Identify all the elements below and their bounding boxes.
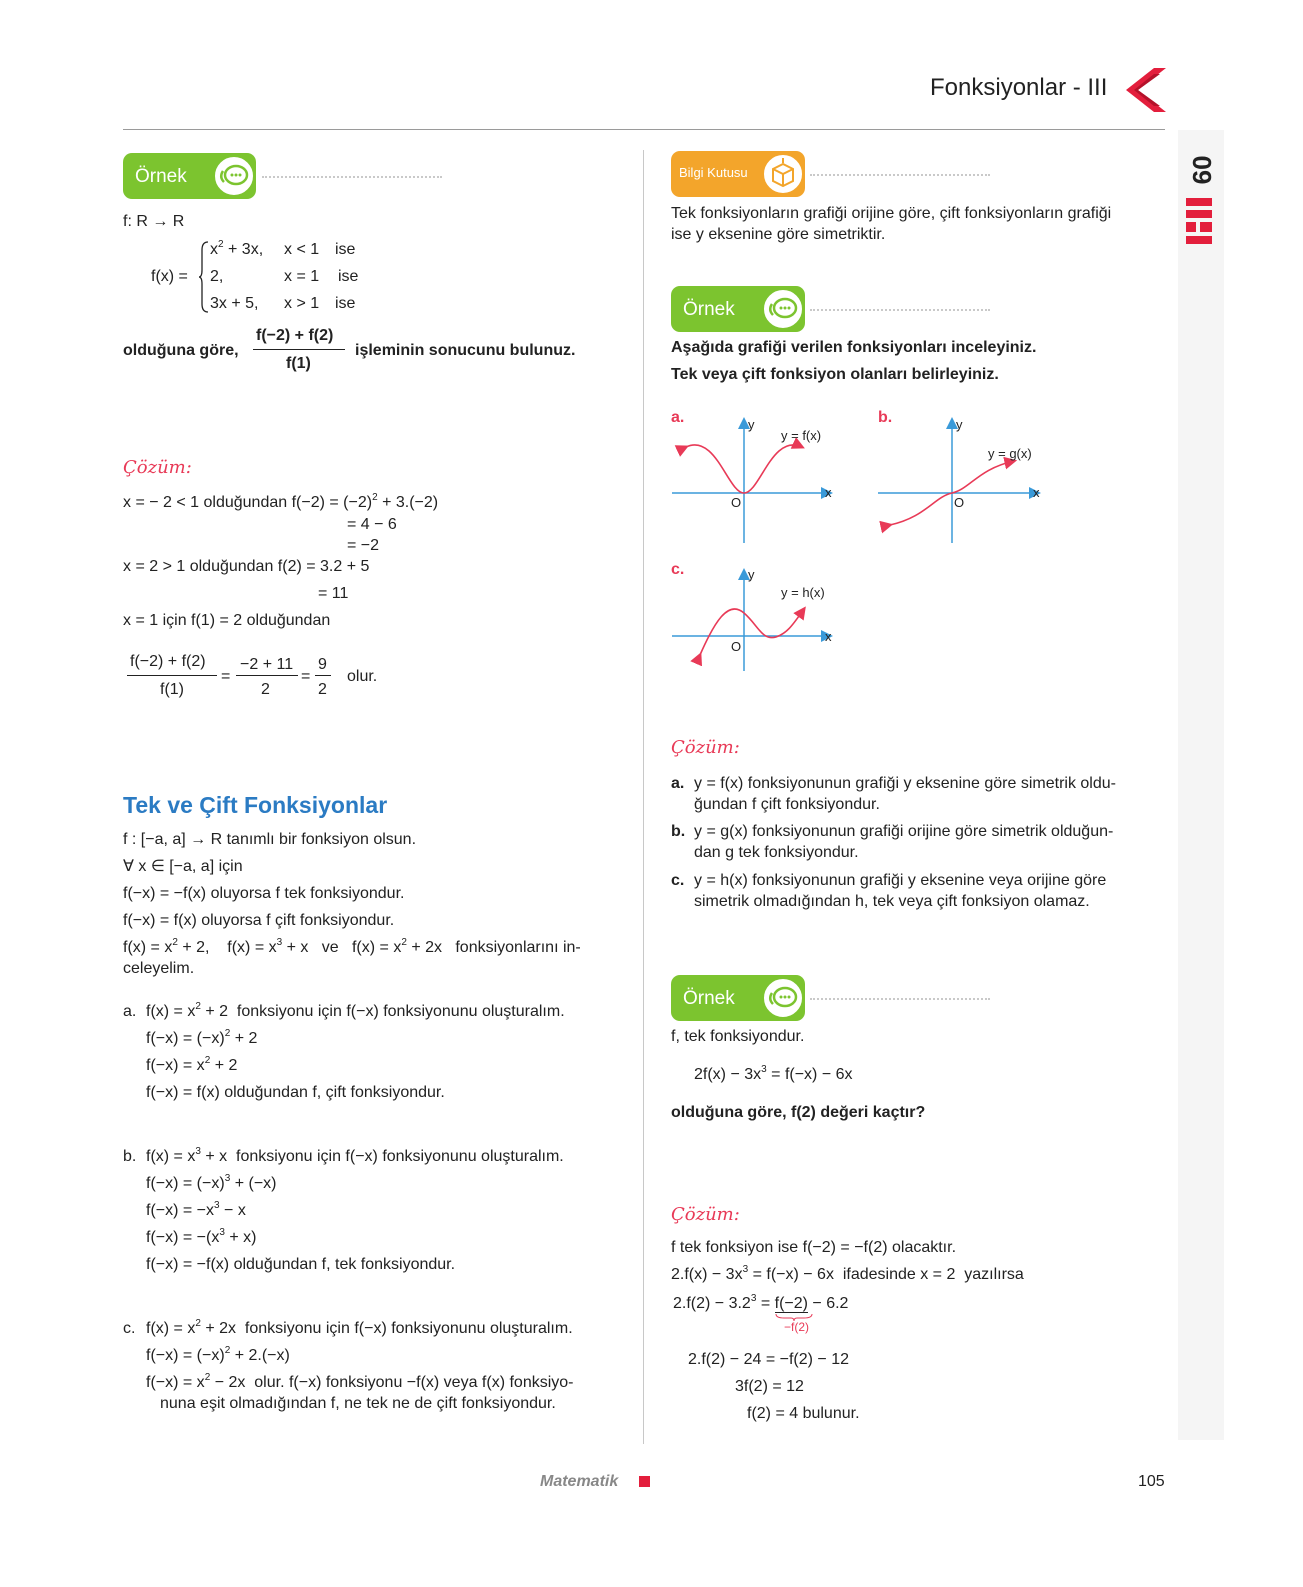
- page-number: 105: [1138, 1473, 1165, 1490]
- case-1-cond: x < 1: [284, 241, 320, 258]
- definition-line-3: f(−x) = −f(x) oluyorsa f tek fonksiyondur.: [123, 885, 405, 902]
- middle-denominator: 2: [261, 681, 270, 698]
- question-denominator: f(1): [286, 355, 311, 372]
- brace-icon: [198, 240, 210, 314]
- definition-line-1: f : [−a, a] → R tanımlı bir fonksiyon olsun.: [123, 831, 417, 848]
- cozum-label: Çözüm:: [671, 1204, 740, 1225]
- case-1-ise: ise: [335, 241, 356, 258]
- x-label: x: [825, 485, 832, 500]
- case-1-expr: $x^2 + 3x$,: [210, 239, 264, 258]
- middle-numerator: −2 + 11: [240, 656, 294, 673]
- footer-square-icon: [639, 1476, 650, 1487]
- definition-line-4: f(−x) = f(x) oluyorsa f çift fonksiyondur.: [123, 912, 395, 929]
- equals-sign: =: [221, 668, 231, 685]
- curve-label: y = h(x): [781, 585, 825, 600]
- item-a-label: a.: [123, 1003, 137, 1020]
- speech-bubble-icon: [762, 288, 804, 330]
- header-rule: [123, 129, 1165, 130]
- case-3-cond: x > 1: [284, 295, 320, 312]
- question-line-1: Aşağıda grafiği verilen fonksiyonları inceleyiniz.: [671, 339, 1037, 356]
- item-a-line-2: $f(-x) = (-x)^2 + 2$: [146, 1028, 258, 1047]
- dotted-line: [262, 176, 442, 178]
- solution3-line-2: $2.f(x) - 3x^3 = f(-x) - 6x$ ifadesinde x = 2 yazılırsa: [671, 1264, 1024, 1283]
- item-a-line-3: $f(-x) = x^2 + 2$: [146, 1055, 238, 1074]
- y-label: y: [748, 567, 755, 582]
- question-prefix: olduğuna göre,: [123, 342, 239, 359]
- ornek-badge-label: Örnek: [683, 988, 735, 1009]
- graph-b-label: b.: [878, 409, 893, 426]
- chapter-arrow-icon: [1124, 66, 1168, 114]
- result-numerator: f(−2) + f(2): [130, 653, 206, 670]
- fraction-bar: [253, 349, 345, 350]
- y-label: y: [956, 417, 963, 432]
- item-b-line-3: $f(-x) = -x^3 - x$: [146, 1200, 246, 1219]
- curve-label: y = f(x): [781, 428, 822, 443]
- graph-c-label: c.: [671, 561, 685, 578]
- answer-b-line-2: dan g tek fonksiyondur.: [694, 844, 859, 861]
- ornek-badge: [671, 286, 805, 332]
- definition-line-6: celeyelim.: [123, 960, 195, 977]
- final-numerator: 9: [318, 656, 327, 673]
- solution-line-2: = 4 − 6: [347, 516, 397, 533]
- side-strip: [1178, 130, 1224, 1440]
- solution3-line-4: 2.f(2) − 24 = −f(2) − 12: [688, 1351, 849, 1368]
- info-line-1: Tek fonksiyonların grafiği orijine göre, çift fonksiyonların grafiği: [671, 205, 1112, 222]
- speech-bubble-icon: [762, 977, 804, 1019]
- item-c-label: c.: [123, 1320, 136, 1337]
- speech-bubble-icon: [213, 155, 255, 197]
- question-suffix: işleminin sonucunu bulunuz.: [355, 342, 576, 359]
- question-line-2: Tek veya çift fonksiyon olanları belirleyiniz.: [671, 366, 999, 383]
- answer-c-label: c.: [671, 872, 685, 889]
- x-label: x: [825, 629, 832, 644]
- item-a-line-1: $f(x) = x^2 + 2$ fonksiyonu için f(−x) fonksiyonunu oluşturalım.: [146, 1001, 565, 1020]
- item-b-line-4: $f(-x) = -(x^3 + x)$: [146, 1227, 257, 1246]
- graph-b: [876, 415, 1051, 550]
- case-2-ise: ise: [338, 268, 359, 285]
- footer-subject: Matematik: [540, 1473, 619, 1490]
- answer-b-line-1: y = g(x) fonksiyonunun grafiği orijine göre simetrik olduğun-: [694, 823, 1114, 840]
- dotted-line: [810, 998, 990, 1000]
- case-3-expr: 3x + 5,: [210, 295, 259, 312]
- dotted-line: [810, 174, 990, 176]
- underlined-term: f(−2): [774, 1295, 808, 1312]
- solution3-line-3-tail: − 6.2: [807, 1295, 849, 1312]
- bilgi-kutusu-badge: [671, 151, 805, 197]
- item-c-line-4: nuna eşit olmadığından f, ne tek ne de çift fonksiyondur.: [160, 1395, 556, 1412]
- column-divider: [643, 150, 644, 1444]
- side-number: 09: [1187, 155, 1217, 185]
- solution3-line-1: f tek fonksiyon ise f(−2) = −f(2) olacaktır.: [671, 1239, 957, 1256]
- item-b-line-2: $f(-x) = (-x)^3 + (-x)$: [146, 1173, 277, 1192]
- answer-a-line-2: ğundan f çift fonksiyondur.: [694, 796, 880, 813]
- example3-question: olduğuna göre, f(2) değeri kaçtır?: [671, 1104, 926, 1121]
- item-b-label: b.: [123, 1148, 137, 1165]
- solution-line-6: x = 1 için f(1) = 2 olduğundan: [123, 612, 331, 629]
- solution-line-1: x = − 2 < 1 olduğundan $f(-2) = (-2)^2 + 3.(-2)$: [123, 492, 439, 511]
- item-c-line-3: $f(-x) = x^2 - 2x$ olur. f(−x) fonksiyonu −f(x) veya f(x) fonksiyo-: [146, 1372, 574, 1391]
- curve-label: y = g(x): [988, 446, 1032, 461]
- origin-label: O: [731, 639, 742, 654]
- x-label: x: [1033, 485, 1040, 500]
- chapter-title: Fonksiyonlar - III: [930, 74, 1108, 101]
- fraction-bar: [236, 675, 298, 676]
- item-b-line-5: f(−x) = −f(x) olduğundan f, tek fonksiyondur.: [146, 1256, 456, 1273]
- solution-line-5: = 11: [318, 585, 349, 602]
- answer-c-line-1: y = h(x) fonksiyonunun grafiği y eksenine veya orijine göre: [694, 872, 1107, 889]
- definition-line-2: ∀ x ∈ [−a, a] için: [123, 858, 243, 875]
- answer-a-line-1: y = f(x) fonksiyonunun grafiği y eksenine göre simetrik oldu-: [694, 775, 1116, 792]
- origin-label: O: [731, 495, 742, 510]
- info-line-2: ise y eksenine göre simetriktir.: [671, 226, 886, 243]
- fraction-bar: [315, 675, 331, 676]
- item-a-line-4: f(−x) = f(x) olduğundan f, çift fonksiyondur.: [146, 1084, 445, 1101]
- case-2-cond: x = 1: [284, 268, 320, 285]
- answer-c-line-2: simetrik olmadığından h, tek veya çift fonksiyon olamaz.: [694, 893, 1090, 910]
- equals-sign: =: [301, 668, 311, 685]
- solution3-line-3: $2.f(2) - 3.2^3 = f(-2) - 6.2$: [673, 1293, 849, 1312]
- graph-a: [668, 415, 843, 550]
- item-c-line-2: $f(-x) = (-x)^2 + 2.(-x)$: [146, 1345, 290, 1364]
- result-denominator: f(1): [160, 681, 184, 698]
- answer-b-label: b.: [671, 823, 686, 840]
- answer-a-label: a.: [671, 775, 685, 792]
- box-icon: [762, 153, 804, 195]
- graph-a-label: a.: [671, 409, 685, 426]
- question-numerator: f(−2) + f(2): [256, 327, 334, 344]
- final-denominator: 2: [318, 681, 327, 698]
- cozum-label: Çözüm:: [123, 457, 192, 478]
- solution-line-4: x = 2 > 1 olduğundan f(2) = 3.2 + 5: [123, 558, 370, 575]
- cozum-label: Çözüm:: [671, 737, 740, 758]
- item-c-line-1: $f(x) = x^2 + 2x$ fonksiyonu için f(−x) fonksiyonunu oluşturalım.: [146, 1318, 573, 1337]
- ornek-badge: [671, 975, 805, 1021]
- ornek-badge: [123, 153, 256, 199]
- example3-line-1: f, tek fonksiyondur.: [671, 1028, 805, 1045]
- solution3-line-5: 3f(2) = 12: [735, 1378, 804, 1395]
- brand-mark-icon: [1184, 196, 1216, 248]
- olur-text: olur.: [347, 668, 378, 685]
- fraction-bar: [127, 675, 217, 676]
- example3-equation: $2f(x) - 3x^3 = f(-x) - 6x$: [694, 1064, 853, 1083]
- y-label: y: [748, 417, 755, 432]
- ornek-badge-label: Örnek: [135, 166, 187, 187]
- graph-c: [668, 565, 843, 675]
- ornek-badge-label: Örnek: [683, 299, 735, 320]
- item-b-line-1: $f(x) = x^3 + x$ fonksiyonu için f(−x) fonksiyonunu oluşturalım.: [146, 1146, 564, 1165]
- curve-h: [700, 609, 804, 655]
- fx-label: f(x) =: [151, 268, 188, 285]
- bilgi-kutusu-label: Bilgi Kutusu: [679, 165, 748, 180]
- dotted-line: [810, 309, 990, 311]
- solution3-line-6: f(2) = 4 bulunur.: [747, 1405, 860, 1422]
- definition-line-5: $f(x) = x^2 + 2$, $f(x) = x^3 + x$ ve $f(x) = x^2 + 2x$ fonksiyonlarını in-: [123, 937, 581, 956]
- section-title: Tek ve Çift Fonksiyonlar: [123, 792, 388, 818]
- solution-line-3: = −2: [347, 537, 380, 554]
- case-3-ise: ise: [335, 295, 356, 312]
- case-2-expr: 2,: [210, 268, 224, 285]
- under-brace-note: −f(2): [784, 1320, 810, 1334]
- function-domain: f: R → R: [123, 213, 185, 230]
- origin-label: O: [954, 495, 965, 510]
